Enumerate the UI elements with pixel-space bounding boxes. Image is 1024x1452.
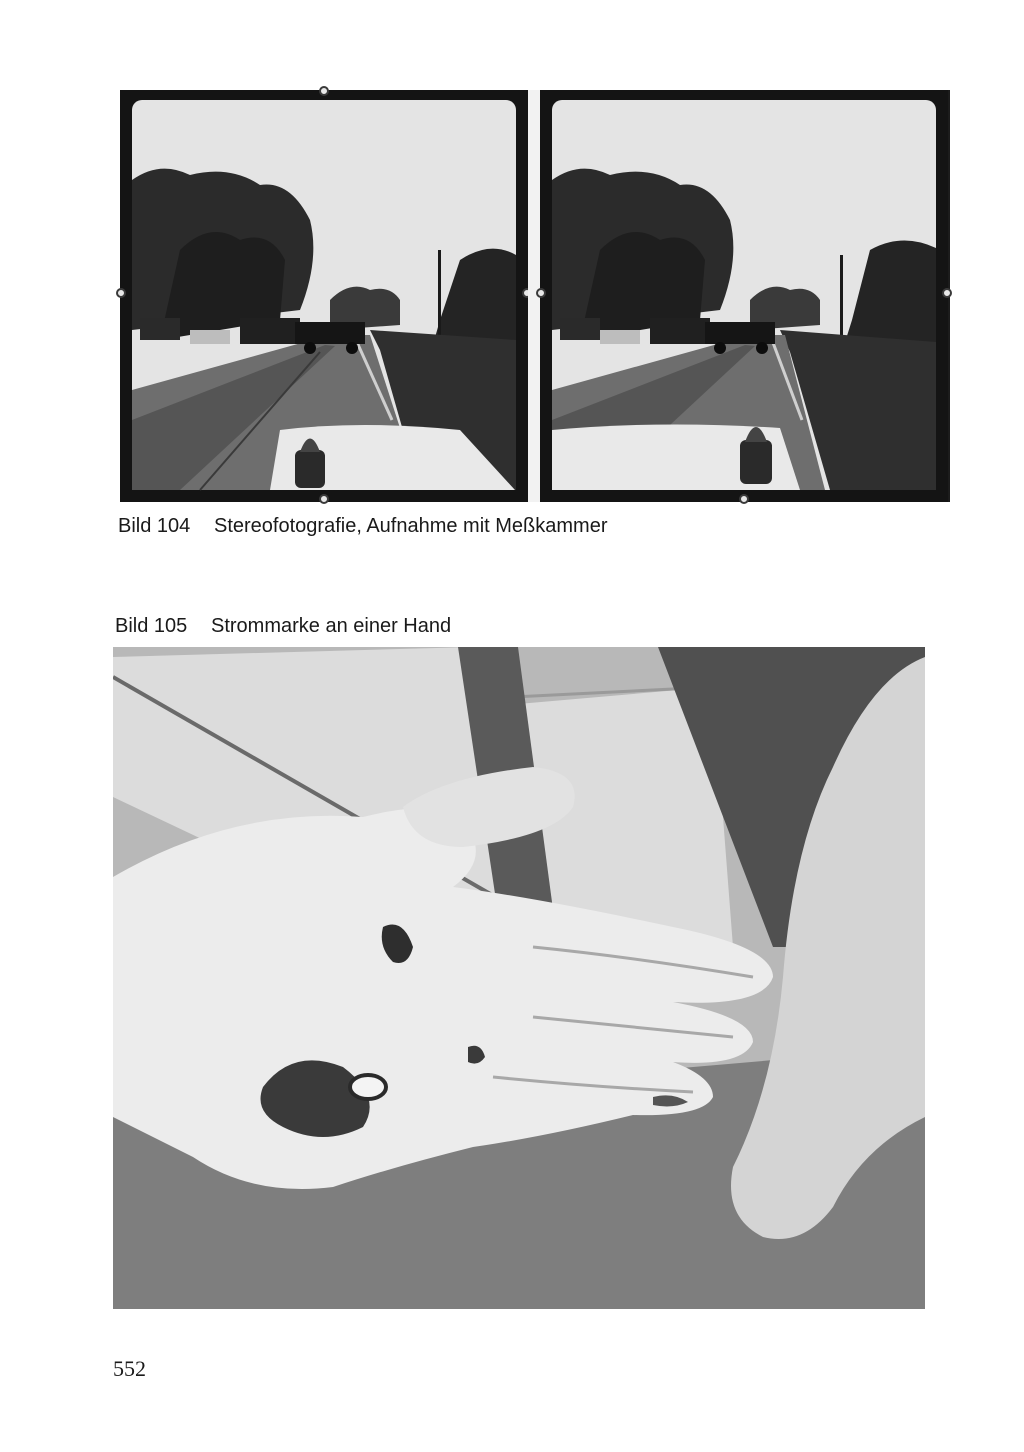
figure-104-caption — [118, 514, 608, 538]
figure-105-caption — [115, 614, 451, 638]
fiducial-mark — [739, 494, 749, 504]
page-number: 552 — [113, 1356, 146, 1381]
road-scene-left — [120, 90, 528, 502]
fiducial-mark — [536, 288, 546, 298]
road-scene-right — [540, 90, 948, 502]
fiducial-mark — [942, 288, 952, 298]
fiducial-mark — [319, 86, 329, 96]
stereo-photo-left — [120, 90, 528, 502]
hand-burn-mark-image — [113, 647, 925, 1309]
fiducial-mark — [319, 494, 329, 504]
fiducial-mark — [116, 288, 126, 298]
stereo-photo-right — [540, 90, 948, 502]
figure-105-caption-text: Strommarke an einer Hand — [211, 615, 452, 637]
figure-104-caption-text: Stereofotografie, Aufnahme mit Meßkammer — [214, 515, 608, 537]
hand-photo — [113, 647, 925, 1309]
figure-104-label: Bild 104 — [118, 515, 191, 537]
figure-105-label: Bild 105 — [115, 615, 188, 637]
stereo-photo-pair — [120, 90, 950, 502]
